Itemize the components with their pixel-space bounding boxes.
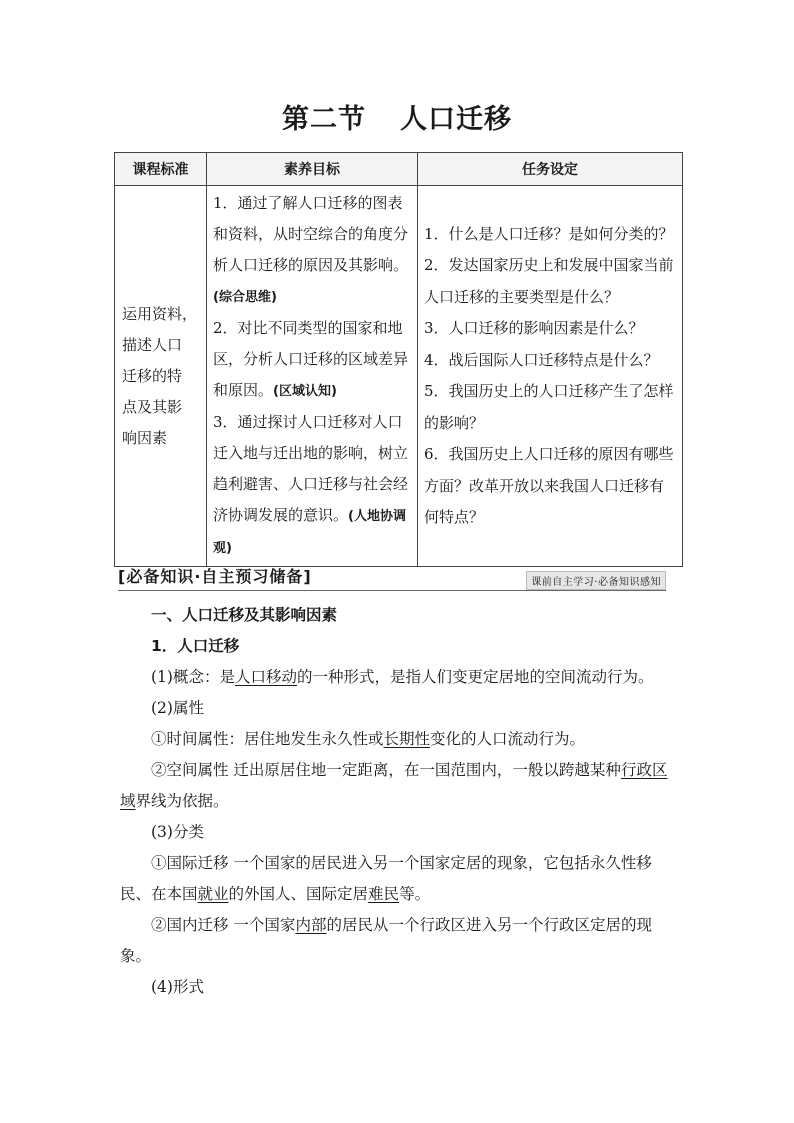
task-item: 2．发达国家历史上和发展中国家当前人口迁移的主要类型是什么？ bbox=[424, 256, 674, 306]
title-section-number: 第二节 bbox=[282, 104, 366, 135]
task-item: 6．我国历史上人口迁移的原因有哪些方面？改革开放以来我国人口迁移有何特点？ bbox=[424, 445, 674, 526]
goal-tag: (区域认知) bbox=[273, 384, 337, 399]
task-setting-cell bbox=[418, 186, 683, 567]
table-body-row bbox=[115, 186, 683, 567]
section-header bbox=[118, 564, 666, 591]
section-header-tag: 课前自主学习·必备知识感知 bbox=[526, 571, 666, 590]
heading-2: 1．人口迁移 bbox=[151, 637, 240, 655]
task-item: 1．什么是人口迁移？是如何分类的？ bbox=[424, 224, 674, 243]
heading-1: 一、人口迁移及其影响因素 bbox=[151, 606, 338, 624]
standard-line: 点及其影 bbox=[122, 397, 183, 416]
standard-line: 运用资料， bbox=[122, 304, 198, 323]
literacy-goals-cell bbox=[207, 186, 418, 567]
paragraph-attributes: (2)属性 bbox=[151, 699, 204, 717]
goal-item: 2．对比不同类型的国家和地区，分析人口迁移的区域差异和原因。(区域认知) bbox=[213, 319, 409, 399]
paragraph-classification: (3)分类 bbox=[151, 823, 204, 841]
paragraph-concept: (1)概念：是人口移动的一种形式，是指人们变更定居地的空间流动行为。 bbox=[151, 668, 654, 686]
header-literacy-goals: 素养目标 bbox=[207, 153, 418, 186]
goal-item: 1．通过了解人口迁移的图表和资料，从时空综合的角度分析人口迁移的原因及其影响。(综合思维) bbox=[213, 194, 409, 305]
goal-tag: (人地协调观) bbox=[213, 509, 406, 556]
standard-line: 响因素 bbox=[122, 428, 168, 447]
curriculum-standard-cell bbox=[115, 186, 207, 567]
paragraph-space-attribute: ②空间属性 迁出原居住地一定距离，在一国范围内，一般以跨越某种行政区域界线为依据。 bbox=[120, 761, 668, 810]
curriculum-table bbox=[114, 152, 683, 567]
paragraph-domestic: ②国内迁移 一个国家内部的居民从一个行政区进入另一个行政区定居的现象。 bbox=[120, 916, 652, 965]
header-curriculum-standard: 课程标准 bbox=[115, 153, 207, 186]
body-text bbox=[120, 600, 676, 1003]
task-item: 5．我国历史上的人口迁移产生了怎样的影响？ bbox=[424, 382, 674, 432]
goal-item: 3．通过探讨人口迁移对人口迁入地与迁出地的影响，树立趋利避害、人口迁移与社会经济协调发展的意识。(人地协调观) bbox=[213, 413, 409, 556]
title-text: 人口迁移 bbox=[400, 104, 512, 135]
table-header-row bbox=[115, 153, 683, 186]
section-header-title: [必备知识·自主预习储备] bbox=[118, 567, 312, 586]
goal-tag: (综合思维) bbox=[213, 290, 277, 305]
paragraph-time-attribute: ①时间属性：居住地发生永久性或长期性变化的人口流动行为。 bbox=[151, 730, 586, 748]
task-item: 4．战后国际人口迁移特点是什么？ bbox=[424, 350, 659, 369]
header-task-setting: 任务设定 bbox=[418, 153, 683, 186]
standard-line: 描述人口 bbox=[122, 335, 183, 354]
standard-line: 迁移的特 bbox=[122, 366, 183, 385]
paragraph-forms: (4)形式 bbox=[151, 978, 204, 996]
task-item: 3．人口迁移的影响因素是什么？ bbox=[424, 319, 644, 337]
page-title bbox=[0, 97, 794, 136]
paragraph-international: ①国际迁移 一个国家的居民进入另一个国家定居的现象，它包括永久性移民、在本国就业的外国人、国际定居难民等。 bbox=[120, 854, 652, 903]
